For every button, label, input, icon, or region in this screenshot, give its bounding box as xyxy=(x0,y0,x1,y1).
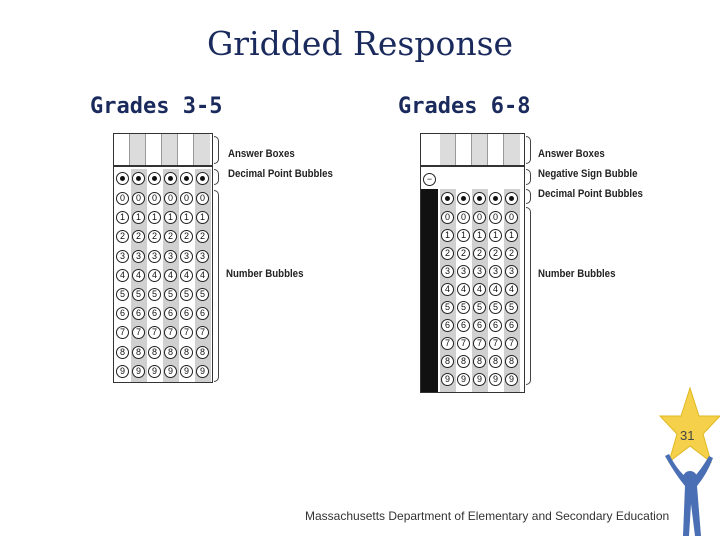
number-bubble: 9 xyxy=(196,365,209,378)
number-bubble: 2 xyxy=(457,247,470,260)
label-decimal-point-bubbles: Decimal Point Bubbles xyxy=(228,168,333,180)
number-bubble: 5 xyxy=(505,301,518,314)
number-bubble: 0 xyxy=(505,211,518,224)
number-bubble: 5 xyxy=(164,288,177,301)
decimal-point-bubble xyxy=(473,192,486,205)
number-bubble: 4 xyxy=(457,283,470,296)
number-bubble: 5 xyxy=(489,301,502,314)
number-bubble: 2 xyxy=(132,230,145,243)
decimal-point-dot-icon xyxy=(493,196,498,201)
number-bubble: 8 xyxy=(180,346,193,359)
answer-boxes-row xyxy=(114,134,212,167)
number-bubble: 4 xyxy=(180,269,193,282)
number-bubble: 3 xyxy=(489,265,502,278)
number-bubble: 5 xyxy=(457,301,470,314)
number-bubble: 0 xyxy=(441,211,454,224)
number-bubble: 8 xyxy=(164,346,177,359)
decimal-point-bubble xyxy=(457,192,470,205)
decimal-point-dot-icon xyxy=(184,176,189,181)
number-bubble: 3 xyxy=(196,250,209,263)
number-bubble: 5 xyxy=(180,288,193,301)
number-bubble: 1 xyxy=(116,211,129,224)
decimal-point-bubble xyxy=(441,192,454,205)
number-bubble: 6 xyxy=(473,319,486,332)
number-bubble: 3 xyxy=(441,265,454,278)
number-bubble: 0 xyxy=(196,192,209,205)
answer-box xyxy=(114,134,130,165)
number-bubble: 4 xyxy=(116,269,129,282)
number-bubble: 3 xyxy=(164,250,177,263)
person-figure-icon xyxy=(665,454,713,536)
number-bubble: 9 xyxy=(489,373,502,386)
number-bubble: 7 xyxy=(180,326,193,339)
label-decimal-point-bubbles: Decimal Point Bubbles xyxy=(538,188,643,200)
number-bubble: 3 xyxy=(116,250,129,263)
brace-decimal-point xyxy=(214,169,219,185)
decimal-point-bubble xyxy=(489,192,502,205)
number-bubble: 0 xyxy=(489,211,502,224)
number-bubble: 6 xyxy=(505,319,518,332)
heading-grades-3-5: Grades 3-5 xyxy=(90,94,223,119)
footer-text: Massachusetts Department of Elementary and Secondary Education xyxy=(305,509,670,523)
answer-box xyxy=(162,134,178,165)
number-bubble: 9 xyxy=(164,365,177,378)
number-bubble: 9 xyxy=(441,373,454,386)
decimal-point-dot-icon xyxy=(477,196,482,201)
brace-answer-boxes xyxy=(526,136,531,164)
answer-box xyxy=(472,134,488,165)
number-bubble: 0 xyxy=(164,192,177,205)
brace-number-bubbles xyxy=(526,207,531,385)
decimal-point-bubble xyxy=(196,172,209,185)
decimal-point-dot-icon xyxy=(445,196,450,201)
number-bubble: 3 xyxy=(473,265,486,278)
number-bubble: 6 xyxy=(196,307,209,320)
answer-box xyxy=(130,134,146,165)
number-bubble: 3 xyxy=(132,250,145,263)
number-bubble: 7 xyxy=(148,326,161,339)
number-bubble: 7 xyxy=(196,326,209,339)
number-bubble: 8 xyxy=(505,355,518,368)
decimal-point-dot-icon xyxy=(168,176,173,181)
number-bubble: 9 xyxy=(505,373,518,386)
label-negative-sign-bubble: Negative Sign Bubble xyxy=(538,168,638,180)
number-bubble: 9 xyxy=(116,365,129,378)
number-bubble: 8 xyxy=(441,355,454,368)
number-bubble: 4 xyxy=(132,269,145,282)
number-bubble: 2 xyxy=(505,247,518,260)
decimal-point-bubble xyxy=(180,172,193,185)
answer-box xyxy=(146,134,162,165)
label-answer-boxes: Answer Boxes xyxy=(538,148,605,160)
number-bubble: 6 xyxy=(457,319,470,332)
number-bubble: 4 xyxy=(148,269,161,282)
label-number-bubbles: Number Bubbles xyxy=(226,268,304,280)
number-bubble: 1 xyxy=(505,229,518,242)
decimal-point-bubble xyxy=(116,172,129,185)
gridded-response-grid-grades-6-8 xyxy=(420,133,525,393)
answer-box xyxy=(178,134,194,165)
number-bubble: 2 xyxy=(164,230,177,243)
decimal-point-dot-icon xyxy=(152,176,157,181)
number-bubble: 7 xyxy=(489,337,502,350)
number-bubble: 1 xyxy=(132,211,145,224)
answer-box xyxy=(440,134,456,165)
number-bubble: 4 xyxy=(489,283,502,296)
number-bubble: 3 xyxy=(505,265,518,278)
number-bubble: 5 xyxy=(148,288,161,301)
number-bubble: 3 xyxy=(180,250,193,263)
number-bubble: 7 xyxy=(164,326,177,339)
decimal-point-bubble xyxy=(132,172,145,185)
number-bubble: 9 xyxy=(457,373,470,386)
number-bubble: 7 xyxy=(505,337,518,350)
number-bubble: 9 xyxy=(473,373,486,386)
number-bubble: 8 xyxy=(132,346,145,359)
number-bubble: 2 xyxy=(196,230,209,243)
number-bubble: 5 xyxy=(116,288,129,301)
number-bubble: 9 xyxy=(180,365,193,378)
number-bubble: 1 xyxy=(180,211,193,224)
number-bubble: 2 xyxy=(180,230,193,243)
number-bubble: 0 xyxy=(457,211,470,224)
number-bubble: 4 xyxy=(164,269,177,282)
number-bubble: 5 xyxy=(473,301,486,314)
number-bubble: 4 xyxy=(196,269,209,282)
decimal-point-dot-icon xyxy=(120,176,125,181)
negative-sign-bubble: − xyxy=(423,173,436,186)
number-bubble: 6 xyxy=(180,307,193,320)
number-bubble: 6 xyxy=(441,319,454,332)
brace-negative-sign xyxy=(526,169,531,185)
number-bubble: 4 xyxy=(441,283,454,296)
decimal-point-bubble xyxy=(505,192,518,205)
number-bubble: 1 xyxy=(473,229,486,242)
number-bubble: 2 xyxy=(116,230,129,243)
number-bubble: 8 xyxy=(489,355,502,368)
number-bubble: 1 xyxy=(441,229,454,242)
number-bubble: 6 xyxy=(489,319,502,332)
number-bubble: 0 xyxy=(132,192,145,205)
number-bubble: 1 xyxy=(457,229,470,242)
page-number: 31 xyxy=(680,428,695,443)
number-bubble: 6 xyxy=(132,307,145,320)
number-bubble: 1 xyxy=(164,211,177,224)
number-bubble: 4 xyxy=(505,283,518,296)
number-bubble: 0 xyxy=(473,211,486,224)
number-bubble: 5 xyxy=(132,288,145,301)
number-bubble: 7 xyxy=(473,337,486,350)
brace-answer-boxes xyxy=(214,136,219,164)
decimal-point-dot-icon xyxy=(136,176,141,181)
number-bubble: 0 xyxy=(116,192,129,205)
number-bubble: 7 xyxy=(116,326,129,339)
answer-box xyxy=(488,134,504,165)
number-bubble: 3 xyxy=(148,250,161,263)
number-bubble: 7 xyxy=(457,337,470,350)
number-bubble: 6 xyxy=(148,307,161,320)
number-bubble: 5 xyxy=(441,301,454,314)
decimal-point-dot-icon xyxy=(509,196,514,201)
answer-box xyxy=(456,134,472,165)
decimal-point-dot-icon xyxy=(461,196,466,201)
number-bubble: 5 xyxy=(196,288,209,301)
label-answer-boxes: Answer Boxes xyxy=(228,148,295,160)
slide-title: Gridded Response xyxy=(206,24,514,63)
answer-box xyxy=(194,134,210,165)
number-bubble: 8 xyxy=(473,355,486,368)
number-bubble: 4 xyxy=(473,283,486,296)
number-bubble: 2 xyxy=(489,247,502,260)
number-bubble: 0 xyxy=(180,192,193,205)
number-bubble: 9 xyxy=(148,365,161,378)
number-bubble: 8 xyxy=(457,355,470,368)
number-bubble: 3 xyxy=(457,265,470,278)
answer-box xyxy=(504,134,520,165)
decimal-point-bubble xyxy=(164,172,177,185)
number-bubble: 6 xyxy=(164,307,177,320)
gridded-response-grid-grades-3-5 xyxy=(113,133,213,383)
answer-boxes-row xyxy=(421,134,524,167)
number-bubble: 7 xyxy=(441,337,454,350)
number-bubble: 7 xyxy=(132,326,145,339)
number-bubble: 2 xyxy=(148,230,161,243)
number-bubble: 1 xyxy=(489,229,502,242)
decimal-point-bubble xyxy=(148,172,161,185)
brace-decimal-point xyxy=(526,189,531,204)
star-icon xyxy=(660,388,720,462)
number-bubble: 8 xyxy=(116,346,129,359)
number-bubble: 1 xyxy=(196,211,209,224)
number-bubble: 6 xyxy=(116,307,129,320)
negative-sign-column xyxy=(421,189,438,392)
number-bubble: 2 xyxy=(473,247,486,260)
number-bubble: 9 xyxy=(132,365,145,378)
number-bubble: 1 xyxy=(148,211,161,224)
heading-grades-6-8: Grades 6-8 xyxy=(398,94,531,119)
number-bubble: 8 xyxy=(148,346,161,359)
decimal-point-dot-icon xyxy=(200,176,205,181)
brace-number-bubbles xyxy=(214,190,219,382)
number-bubble: 0 xyxy=(148,192,161,205)
number-bubble: 2 xyxy=(441,247,454,260)
number-bubble: 8 xyxy=(196,346,209,359)
label-number-bubbles: Number Bubbles xyxy=(538,268,616,280)
